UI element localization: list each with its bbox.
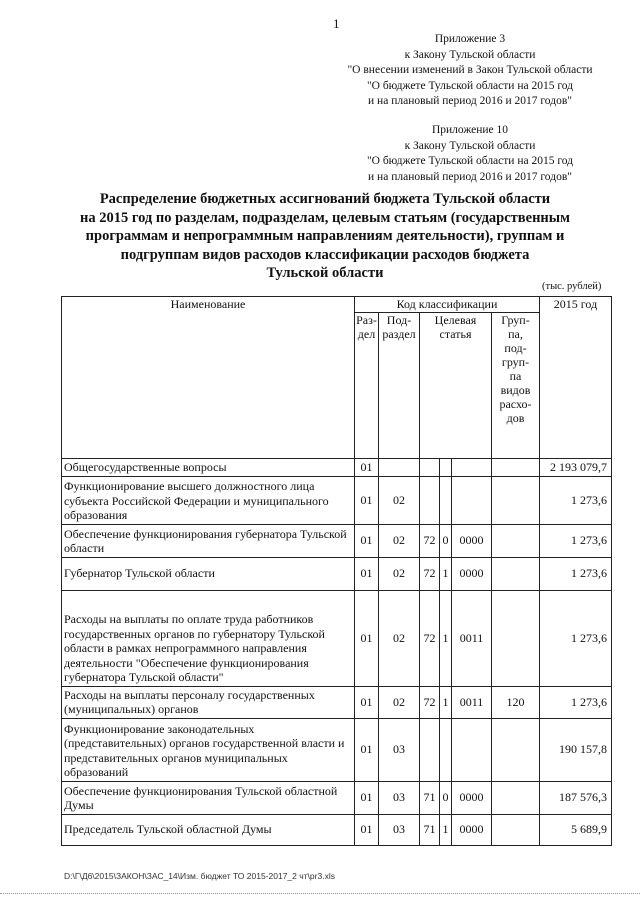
row-name: Обеспечение функционирования Тульской областной Думы: [62, 781, 355, 814]
row-target-program: 71: [420, 814, 440, 845]
row-name: Обеспечение функционирования губернатора Тульской области: [62, 524, 355, 557]
row-target-program: [420, 476, 440, 524]
row-expense-group: [492, 459, 540, 477]
annex-line: и на плановый период 2016 и 2017 годов": [368, 95, 572, 107]
header-group-line: Груп-: [501, 313, 530, 327]
row-target-sub: [440, 476, 452, 524]
row-target-sub: 1: [440, 590, 452, 686]
row-expense-group: [492, 590, 540, 686]
row-target-direction: [452, 476, 492, 524]
row-subsection: 03: [379, 814, 420, 845]
title-line: программам и непрограммным направлениям деятельности), группам и: [85, 228, 565, 244]
row-section: 01: [355, 686, 379, 718]
row-target-direction: [452, 459, 492, 477]
row-target-sub: 1: [440, 686, 452, 718]
header-section-line: дел: [357, 327, 376, 341]
document-title: [60, 190, 590, 283]
title-line: Тульской области: [266, 265, 384, 281]
row-target-program: 72: [420, 524, 440, 557]
row-target-program: 72: [420, 557, 440, 590]
table-row: [62, 459, 612, 477]
row-target-direction: [452, 718, 492, 781]
row-subsection: 03: [379, 781, 420, 814]
annex-line: "О бюджете Тульской области на 2015 год: [366, 79, 574, 92]
row-expense-group: [492, 781, 540, 814]
row-target-direction: 0000: [452, 557, 492, 590]
header-target-line: Целевая: [434, 313, 477, 327]
annex-line: к Закону Тульской области: [404, 139, 536, 152]
row-target-sub: 1: [440, 814, 452, 845]
row-name: Губернатор Тульской области: [62, 557, 355, 590]
row-expense-group: 120: [492, 686, 540, 718]
page-number: 1: [333, 16, 340, 31]
row-amount: 190 157,8: [540, 718, 612, 781]
row-name: Общегосударственные вопросы: [62, 459, 355, 477]
row-name: Функционирование высшего должностного лица субъекта Российской Федерации и муниципального образования: [62, 476, 355, 524]
row-subsection: 02: [379, 686, 420, 718]
header-section: [355, 313, 379, 459]
row-target-direction: 0011: [452, 590, 492, 686]
row-subsection: 03: [379, 718, 420, 781]
row-expense-group: [492, 718, 540, 781]
header-group-line: расхо-: [499, 397, 532, 411]
header-group-line: под-: [504, 341, 527, 355]
row-amount: 1 273,6: [540, 557, 612, 590]
row-target-direction: 0000: [452, 781, 492, 814]
row-expense-group: [492, 814, 540, 845]
file-path-footer: D:\Г\Д6\2015\ЗАКОН\ЗАС_14\Изм. бюджет ТО 2015-2017_2 чт\pr3.xls: [64, 871, 335, 881]
row-section: 01: [355, 557, 379, 590]
row-target-direction: 0000: [452, 814, 492, 845]
row-target-sub: [440, 718, 452, 781]
row-subsection: 02: [379, 524, 420, 557]
header-group-line: дов: [506, 411, 525, 425]
header-group-line: па: [509, 369, 522, 383]
annex-header-top: [340, 32, 600, 110]
row-section: 01: [355, 476, 379, 524]
header-year: 2015 год: [540, 297, 612, 459]
table-row: [62, 718, 612, 781]
row-amount: 1 273,6: [540, 476, 612, 524]
row-amount: 187 576,3: [540, 781, 612, 814]
table-row: [62, 686, 612, 718]
row-name: Расходы на выплаты персоналу государственных (муниципальных) органов: [62, 686, 355, 718]
row-expense-group: [492, 557, 540, 590]
row-target-program: [420, 459, 440, 477]
row-target-program: 71: [420, 781, 440, 814]
title-line: подгруппам видов расходов классификации расходов бюджета: [120, 246, 530, 263]
header-target-article: [420, 313, 492, 459]
annex-line: Приложение 10: [431, 124, 509, 136]
row-subsection: 02: [379, 476, 420, 524]
row-target-program: [420, 718, 440, 781]
row-subsection: 02: [379, 590, 420, 686]
row-target-direction: 0000: [452, 524, 492, 557]
row-target-sub: [440, 459, 452, 477]
row-section: 01: [355, 459, 379, 477]
table-row: [62, 781, 612, 814]
row-expense-group: [492, 476, 540, 524]
title-line: Распределение бюджетных ассигнований бюджета Тульской области: [99, 191, 551, 207]
row-subsection: [379, 459, 420, 477]
row-subsection: 02: [379, 557, 420, 590]
header-group-line: груп-: [501, 355, 530, 369]
row-target-program: 72: [420, 590, 440, 686]
row-name: Функционирование законодательных (представительных) органов государственной власти и представительных органов муниципальных образований: [62, 718, 355, 781]
row-expense-group: [492, 524, 540, 557]
row-name: Председатель Тульской областной Думы: [62, 814, 355, 845]
header-group-line: видов: [500, 383, 531, 397]
row-section: 01: [355, 781, 379, 814]
annex-line: "О бюджете Тульской области на 2015 год: [366, 155, 574, 167]
header-subsection: [379, 313, 420, 459]
row-amount: 1 273,6: [540, 524, 612, 557]
row-section: 01: [355, 814, 379, 845]
budget-table: [61, 296, 612, 846]
annex-line: к Закону Тульской области: [404, 48, 536, 61]
units-label: (тыс. рублей): [542, 281, 602, 292]
header-group-line: па,: [508, 327, 523, 341]
table-row: [62, 524, 612, 557]
row-target-direction: 0011: [452, 686, 492, 718]
row-amount: 1 273,6: [540, 686, 612, 718]
annex-header-second: [340, 123, 600, 185]
row-amount: 1 273,6: [540, 590, 612, 686]
table-row: [62, 814, 612, 845]
annex-line: и на плановый период 2016 и 2017 годов": [368, 170, 572, 183]
annex-line: Приложение 3: [434, 33, 506, 45]
header-target-line: статья: [439, 327, 472, 341]
row-amount: 5 689,9: [540, 814, 612, 845]
annex-line: "О внесении изменений в Закон Тульской области: [347, 64, 593, 76]
page-edge-divider: [0, 893, 640, 894]
row-target-sub: 0: [440, 781, 452, 814]
row-target-sub: 1: [440, 557, 452, 590]
header-subsection-line: Под-: [386, 313, 412, 327]
header-expense-group: [492, 313, 540, 459]
row-section: 01: [355, 524, 379, 557]
row-section: 01: [355, 718, 379, 781]
row-amount: 2 193 079,7: [540, 459, 612, 477]
header-subsection-line: раздел: [382, 327, 416, 341]
row-name: Расходы на выплаты по оплате труда работников государственных органов по губернатору Тульской области в рамках непрограммного направления деятельности "Обеспечение функционирования губернатора Тульской области": [62, 590, 355, 686]
row-section: 01: [355, 590, 379, 686]
row-target-program: 72: [420, 686, 440, 718]
header-name: Наименование: [62, 297, 355, 459]
row-target-sub: 0: [440, 524, 452, 557]
table-row: [62, 557, 612, 590]
title-line: на 2015 год по разделам, подразделам, целевым статьям (государственным: [80, 209, 570, 226]
table-row: [62, 590, 612, 686]
table-row: [62, 476, 612, 524]
header-code-classification: Код классификации: [355, 297, 540, 313]
header-section-line: Раз-: [356, 313, 377, 327]
